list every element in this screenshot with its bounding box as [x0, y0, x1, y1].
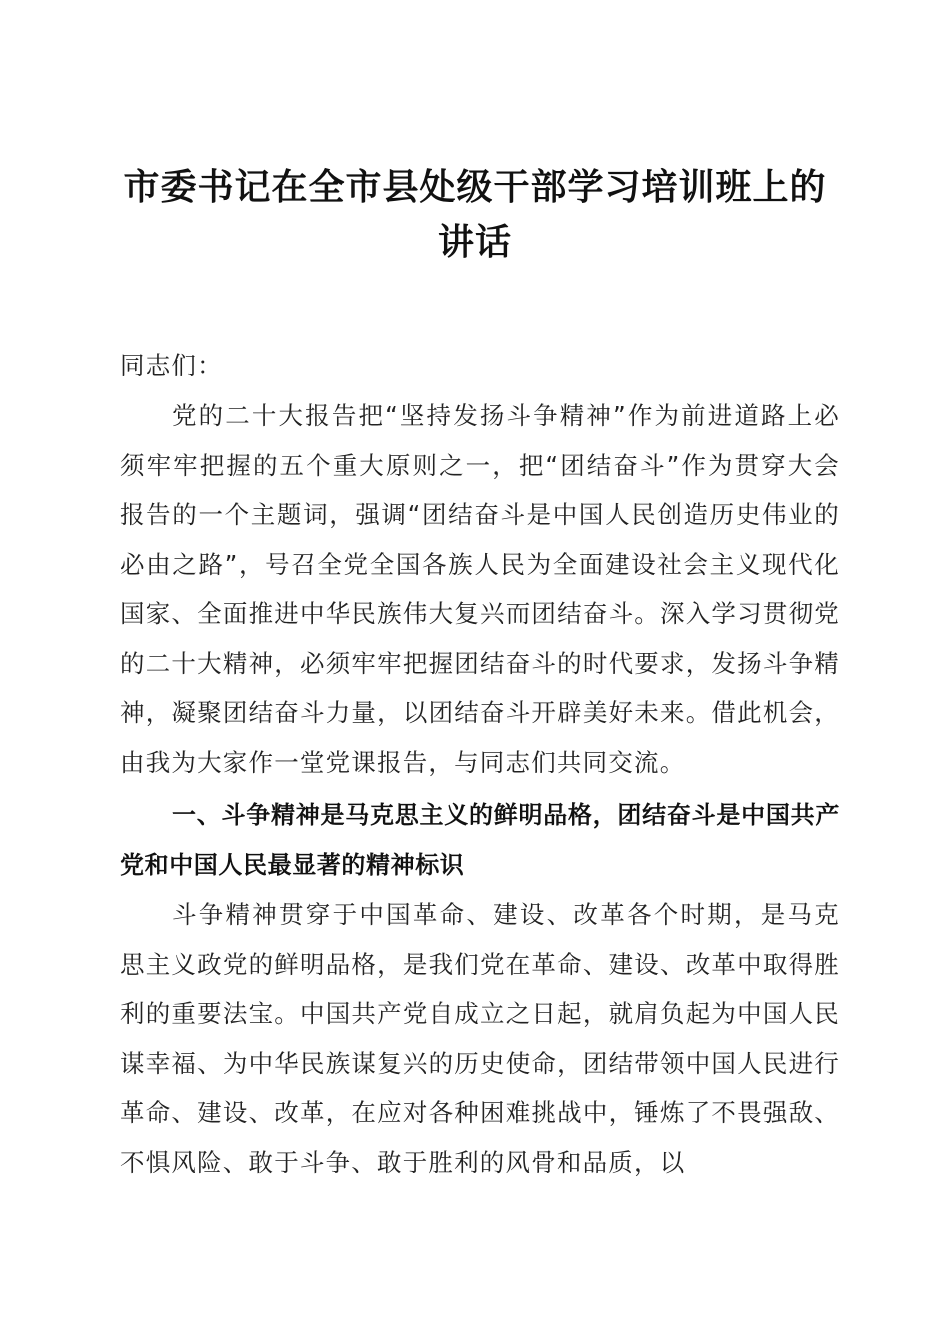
paragraph-intro: 党的二十大报告把“坚持发扬斗争精神”作为前进道路上必须牢牢把握的五个重大原则之一，把“团结奋斗”作为贯穿大会报告的一个主题词，强调“团结奋斗是中国人民创造历史伟业的必由之路”，号召全党全国各族人民为全面建设社会主义现代化国家、全面推进中华民族伟大复兴而团结奋斗。深入学习贯彻党的二十大精神，必须牢牢把握团结奋斗的时代要求，发扬斗争精神，凝聚团结奋斗力量，以团结奋斗开辟美好未来。借此机会，由我为大家作一堂党课报告，与同志们共同交流。: [120, 401, 840, 777]
document-title: 市委书记在全市县处级干部学习培训班上的讲话: [123, 166, 827, 263]
paragraph-section-1: 斗争精神贯穿于中国革命、建设、改革各个时期，是马克思主义政党的鲜明品格，是我们党在革命、建设、改革中取得胜利的重要法宝。中国共产党自成立之日起，就肩负起为中国人民谋幸福、为中华民族谋复兴的历史使命，团结带领中国人民进行革命、建设、改革，在应对各种困难挑战中，锤炼了不畏强敌、不惧风险、敢于斗争、敢于胜利的风骨和品质，以: [120, 900, 840, 1177]
section-heading-1: 一、斗争精神是马克思主义的鲜明品格，团结奋斗是中国共产党和中国人民最显著的精神标识: [120, 801, 840, 879]
salutation: 同志们：: [120, 351, 223, 380]
